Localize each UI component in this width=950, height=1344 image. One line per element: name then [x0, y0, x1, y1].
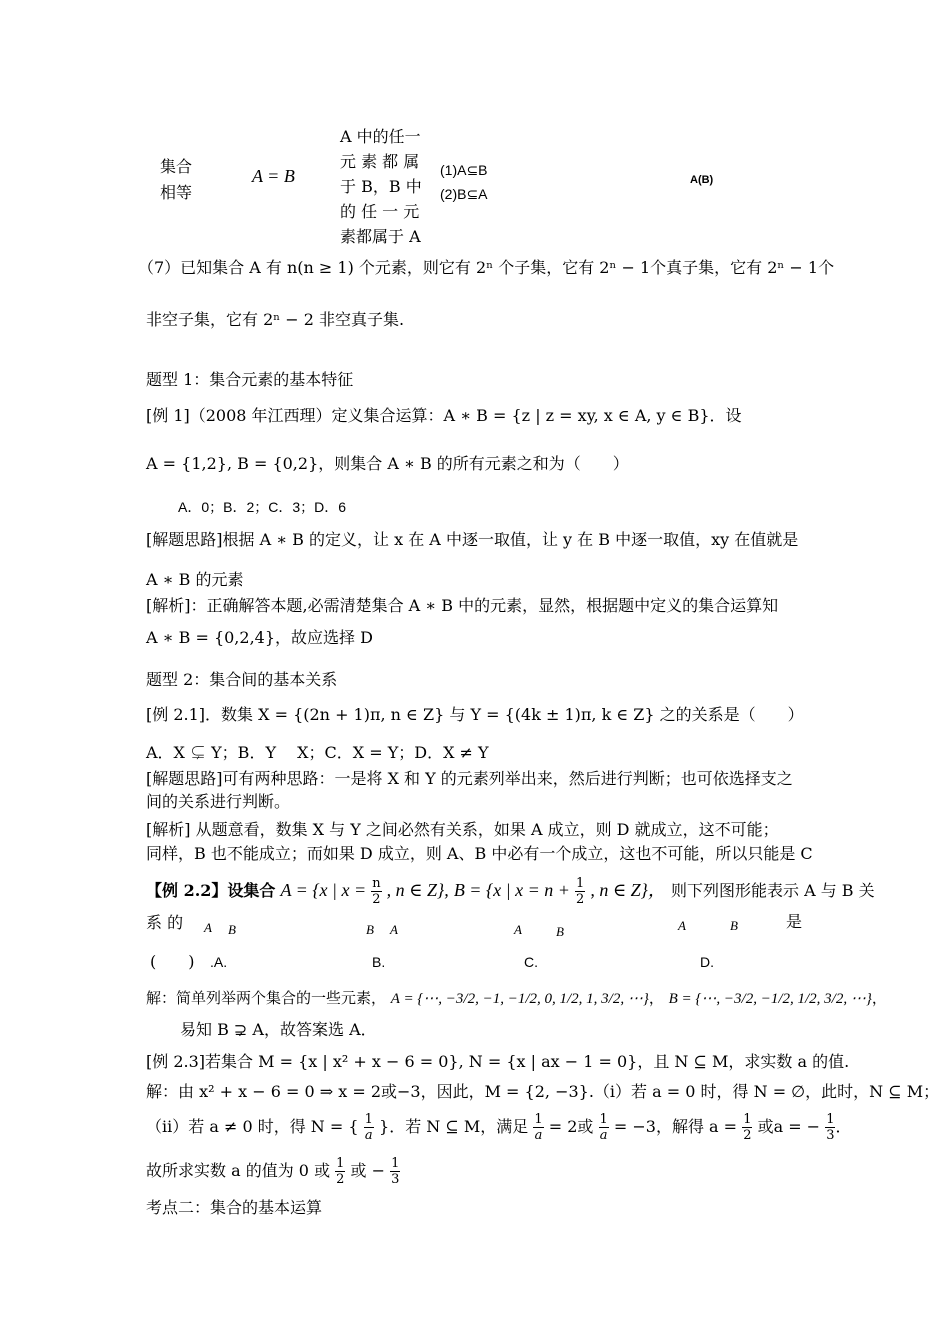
type1-analysis-1: [解析]：正确解答本题,必需清楚集合 A ∗ B 中的元素，显然，根据题中定义的集合运算知 — [146, 596, 779, 615]
property-line: (1)A⊆B — [440, 162, 488, 178]
diagram-label: B — [556, 924, 564, 939]
ex22-line1 — [146, 876, 875, 907]
ex22-line2-a: 系 的 — [146, 913, 184, 932]
ex22-setB-lhs: B = {x | x = n + — [453, 880, 570, 900]
ex22-solution-B: B = {⋯, −3/2, −1/2, 1/2, 3/2, ⋯} — [668, 991, 872, 1007]
table-row-label-1: 集合 — [160, 157, 193, 176]
frac-1-over-a: $\frac{1}{a}$ — [599, 1112, 608, 1143]
item7-line2: 非空子集，它有 2ⁿ − 2 非空真子集. — [146, 310, 405, 329]
ex23-final — [146, 1156, 400, 1187]
frac-1-over-2: $\frac{1}{2}$ — [743, 1112, 752, 1143]
ex22-choice-b: B. — [372, 954, 386, 970]
diagram-label: A — [678, 918, 686, 933]
ex22-setA-frac: $\frac{n}{2}$ — [372, 876, 381, 907]
type1-idea-2: A ∗ B 的元素 — [146, 570, 244, 589]
item7-line1: （7）已知集合 A 有 n(n ≥ 1) 个元素，则它有 2ⁿ 个子集，它有 2ⁿ − 1个真子集，它有 2ⁿ − 1个 — [138, 258, 835, 277]
diagram-label: A — [514, 922, 522, 937]
ex21-analysis-2: 同样，B 也不能成立；而如果 D 成立，则 A、B 中必有一个成立，这也不可能，所以只能是 C — [146, 844, 813, 863]
frac-1-over-2: $\frac{1}{2}$ — [336, 1156, 345, 1187]
ex22-setA-lhs: A = {x | x = — [280, 880, 367, 900]
diagram-label: B — [228, 922, 236, 937]
type1-example: [例 1]（2008 年江西理）定义集合运算：A ∗ B = {z | z = xy, x ∈ A, y ∈ B}．设 — [146, 406, 742, 425]
type1-heading: 题型 1：集合元素的基本特征 — [146, 370, 354, 389]
ex21-analysis-1: [解析] 从题意看，数集 X 与 Y 之间必然有关系，如果 A 成立，则 D 就成立，这不可能； — [146, 820, 779, 839]
type1-idea-1: [解题思路]根据 A ∗ B 的定义，让 x 在 A 中逐一取值，让 y 在 B 中逐一取值，xy 在值就是 — [146, 530, 799, 549]
diagram-label: A — [204, 920, 212, 935]
ex22-setB-rhs: , n ∈ Z}， — [590, 880, 666, 900]
frac-1-over-3: $\frac{1}{3}$ — [391, 1156, 400, 1187]
table-notation: A = B — [252, 166, 295, 186]
ex21-options: A．X ⊊ Y；B．Y X；C．X = Y；D．X ≠ Y — [146, 743, 489, 762]
ex22-paren: ( ) — [150, 952, 195, 971]
diagram-label: A — [390, 922, 398, 937]
type1-analysis-2: A ∗ B = {0,2,4}，故应选择 D — [146, 628, 373, 647]
ex22-solution: 解：简单列举两个集合的一些元素， A = {⋯, −3/2, −1, −1/2, 0, 1/2, 1, 3/2, ⋯}， B = {⋯, −3/2, −1/2, 1/2, 3/2, ⋯}， — [146, 989, 887, 1007]
frac-1-over-3: $\frac{1}{3}$ — [826, 1112, 835, 1143]
ex22-solution-A: A = {⋯, −3/2, −1, −1/2, 0, 1/2, 1, 3/2, ⋯} — [390, 991, 649, 1007]
ex23-question: [例 2.3]若集合 M = {x | x² + x − 6 = 0}, N = {x | ax − 1 = 0}，且 N ⊆ M，求实数 a 的值. — [146, 1052, 850, 1071]
table-properties — [440, 158, 488, 206]
table-row-label-2: 相等 — [160, 183, 193, 202]
ex22-choice-c: C. — [524, 954, 538, 970]
desc-line: 的 任 一 元 — [340, 202, 420, 221]
ex23-sol2-d: = −3，解得 a = — [613, 1117, 738, 1136]
type2-heading: 题型 2：集合间的基本关系 — [146, 670, 338, 689]
ex23-final-b: 或 − — [350, 1161, 386, 1180]
property-line: (2)B⊆A — [440, 186, 488, 202]
ex22-conclusion: 易知 B ⊋ A，故答案选 A． — [180, 1020, 377, 1039]
ex22-line2-b: 是 — [786, 912, 803, 931]
ex22-choice-a: .A. — [210, 954, 228, 970]
desc-line: 素都属于 A — [340, 227, 421, 246]
ex22-suffix: 则下列图形能表示 A 与 B 关 — [670, 881, 875, 900]
ex23-final-a: 故所求实数 a 的值为 0 或 — [146, 1161, 331, 1180]
type1-given: A = {1,2}, B = {0,2}，则集合 A ∗ B 的所有元素之和为（ ） — [146, 454, 629, 473]
table-description — [340, 124, 422, 249]
ex23-sol2-e: 或a = − — [757, 1117, 821, 1136]
desc-line: A 中的任一 — [340, 127, 421, 146]
ex21-question: [例 2.1]．数集 X = {(2n + 1)π, n ∈ Z} 与 Y = {(4k ± 1)π, k ∈ Z} 之的关系是（ ） — [146, 705, 804, 724]
ex23-sol2-a: （ii）若 a ≠ 0 时，得 N = { — [146, 1117, 359, 1136]
ex21-idea-2: 间的关系进行判断。 — [146, 792, 291, 811]
diagram-label: B — [366, 922, 374, 937]
frac-1-over-a: $\frac{1}{a}$ — [364, 1112, 373, 1143]
ex22-setA-rhs: , n ∈ Z}, — [386, 880, 449, 900]
diagram-label: B — [730, 918, 738, 933]
venn-label: A(B) — [690, 174, 714, 186]
section-heading: 考点二：集合的基本运算 — [146, 1198, 323, 1217]
ex22-choice-d: D. — [700, 954, 714, 970]
frac-1-over-a: $\frac{1}{a}$ — [534, 1112, 543, 1143]
ex22-solution-prefix: 解：简单列举两个集合的一些元素， — [146, 989, 387, 1007]
ex23-sol2-b: }．若 N ⊆ M，满足 — [379, 1117, 529, 1136]
type1-options: A．0；B．2；C．3；D．6 — [178, 499, 347, 515]
ex22-setB-frac: $\frac{1}{2}$ — [575, 876, 585, 907]
ex23-sol2-c: = 2或 — [548, 1117, 594, 1136]
ex23-solution-2: （ii）若 a ≠ 0 时，得 N = { $\frac{1}{a}$ }．若 N ⊆ M，满足 $\frac{1}{a}$ = 2或 $\frac{1}{a}$ = −3，解得 a = $\frac{1}{2}$ 或a = − $\frac{1}{3}$ ． — [146, 1112, 852, 1143]
desc-line: 元 素 都 属 — [340, 152, 420, 171]
ex22-prefix: 【例 2.2】设集合 — [146, 881, 276, 900]
desc-line: 于 B，B 中 — [340, 177, 422, 196]
ex21-idea-1: [解题思路]可有两种思路：一是将 X 和 Y 的元素列举出来，然后进行判断；也可依选择支之 — [146, 769, 793, 788]
ex23-solution-1: 解：由 x² + x − 6 = 0 ⇒ x = 2或−3，因此，M = {2, −3}.（i）若 a = 0 时，得 N = ∅，此时，N ⊆ M； — [146, 1082, 940, 1101]
